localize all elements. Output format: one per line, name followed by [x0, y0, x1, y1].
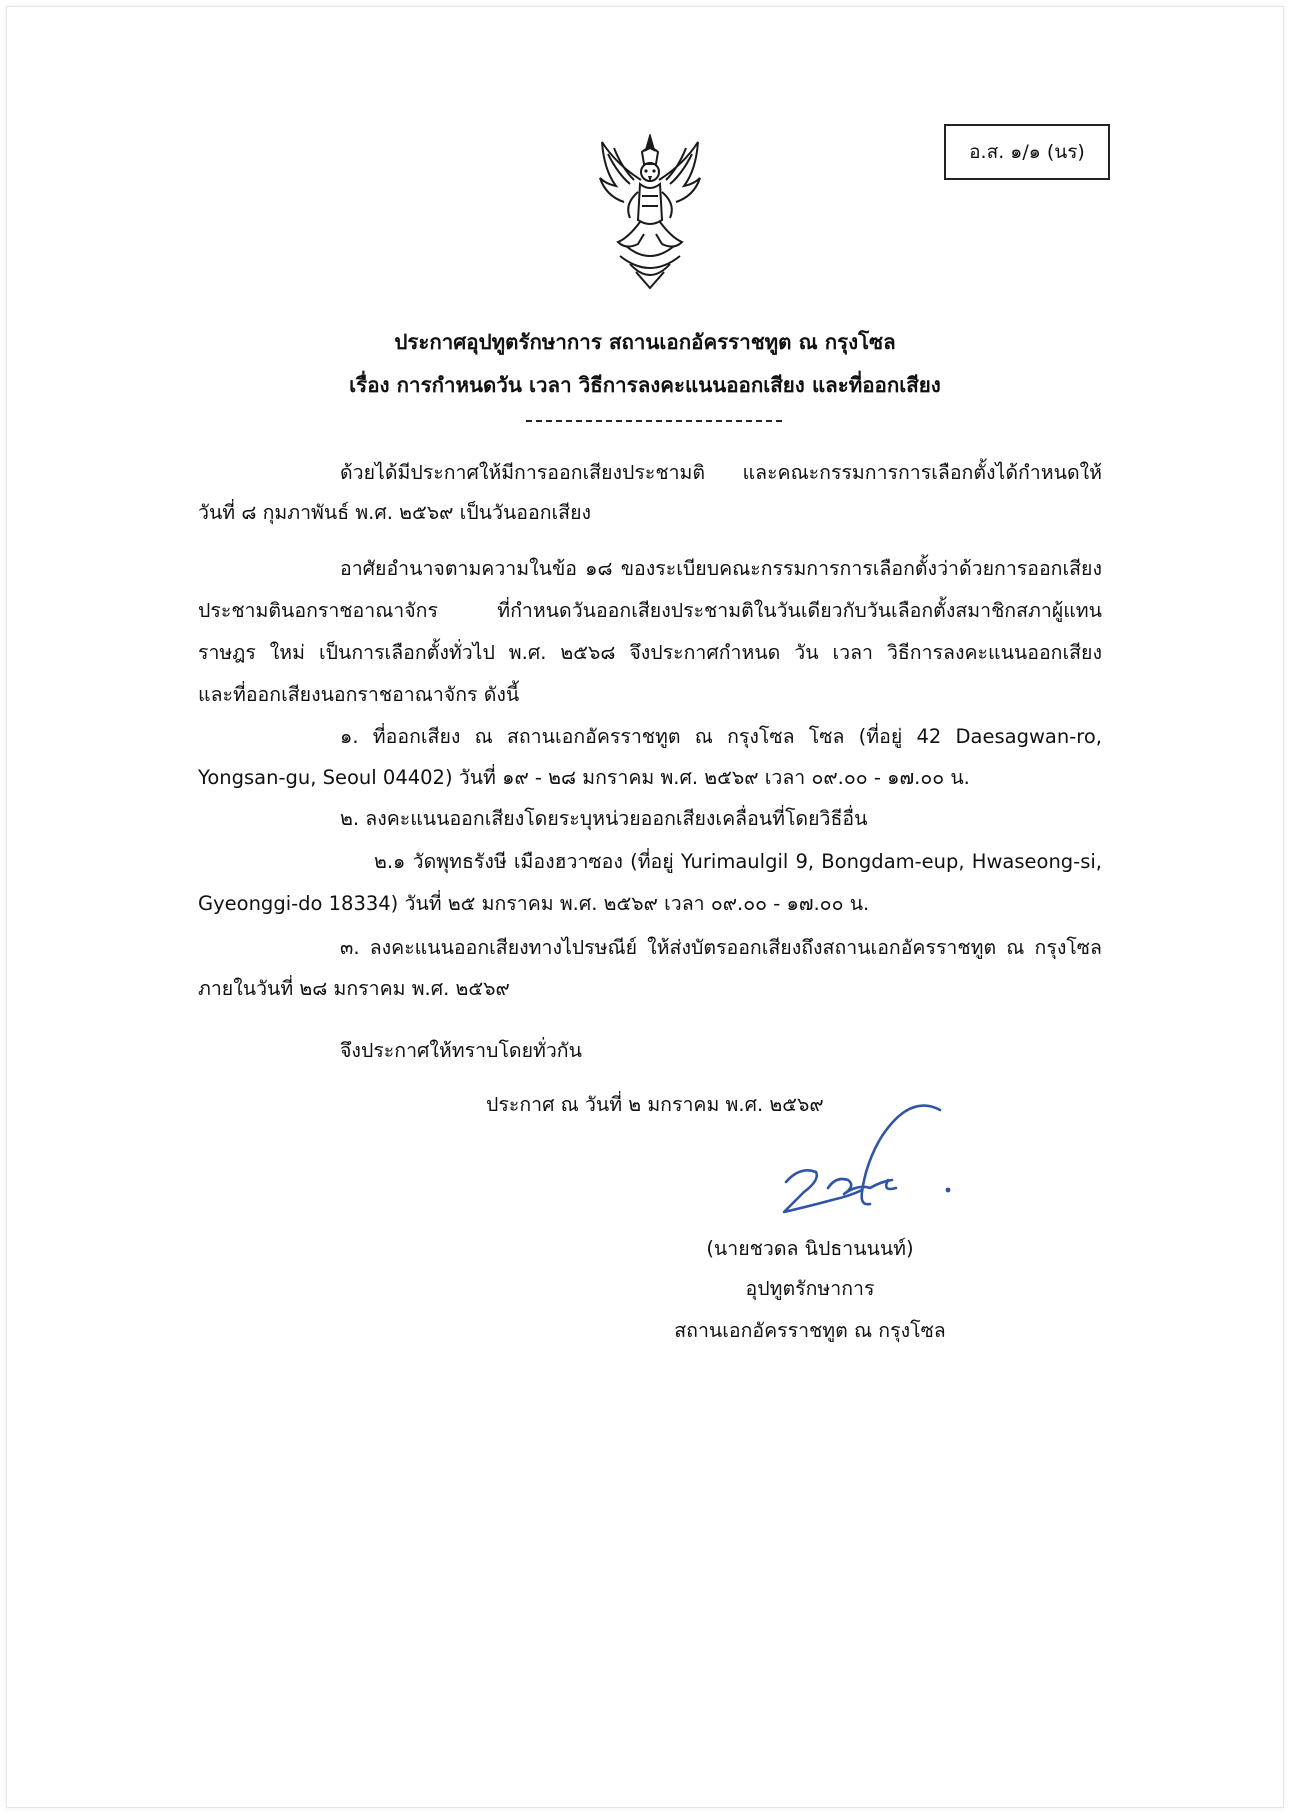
para2-line-2: ประชามตินอกราชอาณาจักร ที่กำหนดวันออกเสียงประชามติในวันเดียวกับวันเลือกตั้งสมาชิกสภาผู้แทน [198, 599, 1102, 622]
form-code: อ.ส. ๑/๑ (นร) [969, 141, 1085, 163]
heading-divider [526, 420, 782, 422]
signatory-office: สถานเอกอัครราชทูต ณ กรุงโซล [674, 1319, 946, 1342]
garuda-emblem-icon [596, 134, 704, 290]
signatory-name: (นายชวดล นิปธานนนท์) [706, 1237, 914, 1260]
item1-line-2: Yongsan-gu, Seoul 04402) วันที่ ๑๙ - ๒๘ มกราคม พ.ศ. ๒๕๖๙ เวลา ๐๙.๐๐ - ๑๗.๐๐ น. [198, 766, 970, 789]
heading-line-2: เรื่อง การกำหนดวัน เวลา วิธีการลงคะแนนออกเสียง และที่ออกเสียง [349, 373, 941, 397]
item3-line-1: ๓. ลงคะแนนออกเสียงทางไปรษณีย์ ให้ส่งบัตรออกเสียงถึงสถานเอกอัครราชทูต ณ กรุงโซล [340, 936, 1102, 959]
announce-date: ประกาศ ณ วันที่ ๒ มกราคม พ.ศ. ๒๕๖๙ [486, 1093, 824, 1116]
signatory-title: อุปทูตรักษาการ [745, 1277, 875, 1300]
form-code-box [944, 124, 1110, 180]
closing-text: จึงประกาศให้ทราบโดยทั่วกัน [340, 1039, 582, 1062]
item3-line-2: ภายในวันที่ ๒๘ มกราคม พ.ศ. ๒๕๖๙ [198, 977, 510, 1000]
para2-line-1: อาศัยอำนาจตามความในข้อ ๑๘ ของระเบียบคณะกรรมการการเลือกตั้งว่าด้วยการออกเสียง [340, 557, 1102, 580]
para1-line-2: วันที่ ๘ กุมภาพันธ์ พ.ศ. ๒๕๖๙ เป็นวันออกเสียง [198, 501, 592, 524]
item2-sub-line-1: ๒.๑ วัดพุทธรังษี เมืองฮวาซอง (ที่อยู่ Yurimaulgil 9, Bongdam-eup, Hwaseong-si, [374, 850, 1102, 873]
item2-line-1: ๒. ลงคะแนนออกเสียงโดยระบุหน่วยออกเสียงเคลื่อนที่โดยวิธีอื่น [340, 807, 868, 830]
signature-mark [770, 1096, 960, 1226]
item2-sub-line-2: Gyeonggi-do 18334) วันที่ ๒๕ มกราคม พ.ศ. ๒๕๖๙ เวลา ๐๙.๐๐ - ๑๗.๐๐ น. [198, 892, 870, 915]
para1-line-1: ด้วยได้มีประกาศให้มีการออกเสียงประชามติ และคณะกรรมการการเลือกตั้งได้กำหนดให้ [340, 461, 1102, 484]
para2-line-4: และที่ออกเสียงนอกราชอาณาจักร ดังนี้ [198, 683, 520, 706]
item1-line-1: ๑. ที่ออกเสียง ณ สถานเอกอัครราชทูต ณ กรุงโซล โซล (ที่อยู่ 42 Daesagwan-ro, [340, 725, 1102, 748]
para2-line-3: ราษฎร ใหม่ เป็นการเลือกตั้งทั่วไป พ.ศ. ๒๕๖๘ จึงประกาศกำหนด วัน เวลา วิธีการลงคะแนนออกเสียง [198, 641, 1102, 664]
heading-line-1: ประกาศอุปทูตรักษาการ สถานเอกอัครราชทูต ณ กรุงโซล [394, 330, 896, 354]
